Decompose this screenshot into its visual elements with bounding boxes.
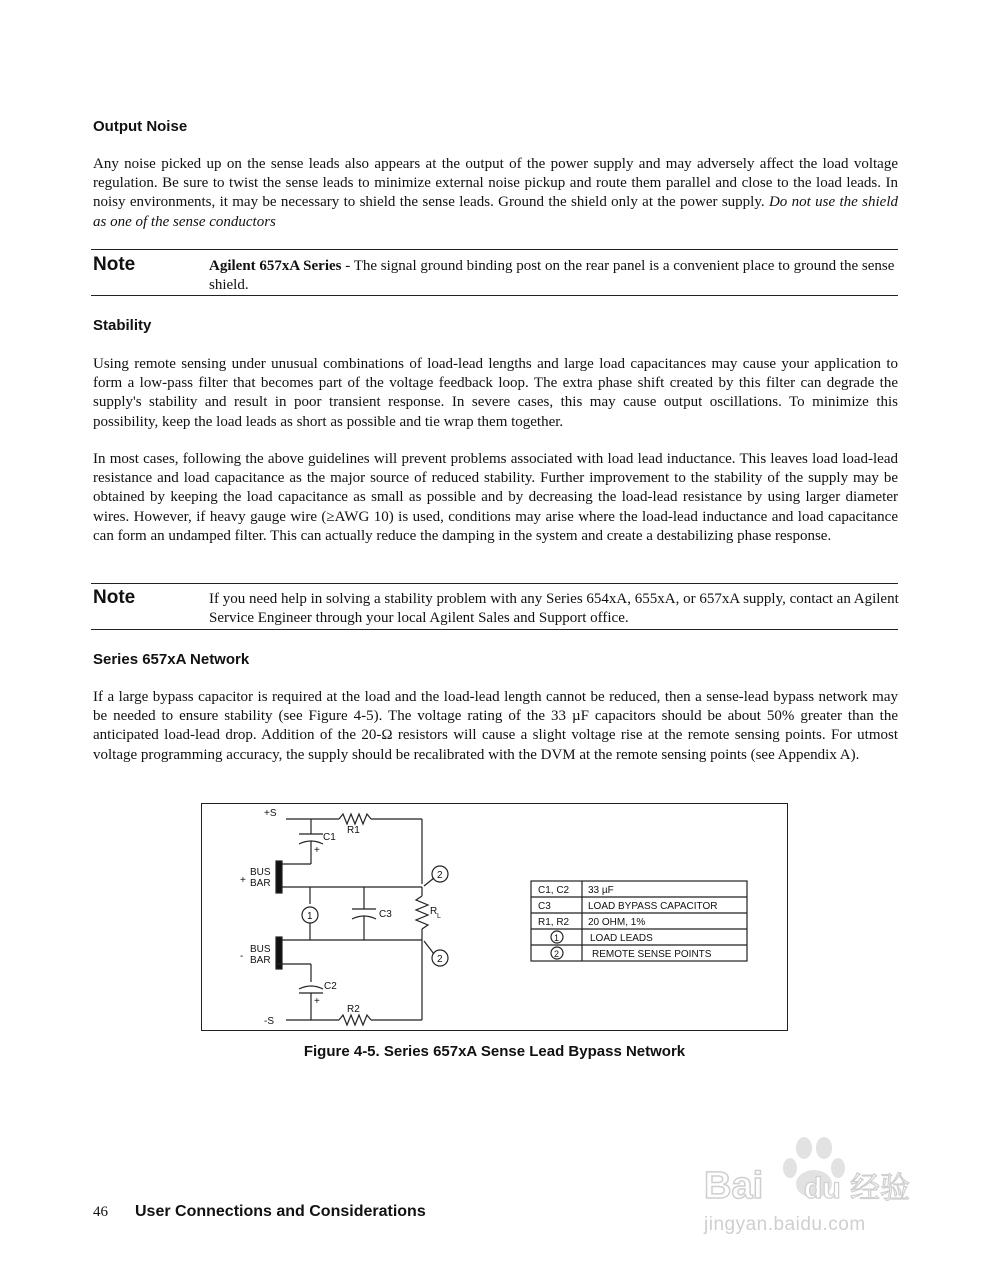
svg-text:du: du [804, 1172, 841, 1205]
legend-key-2: 2 [554, 949, 560, 959]
svg-text:Bai: Bai [704, 1165, 764, 1207]
legend-value-1: LOAD LEADS [590, 933, 653, 944]
note2-text: If you need help in solving a stability problem with any Series 654xA, 655xA, or 657xA supply, contact an Agilent Service Engineer through your local Agilent Sales and Support office. [209, 591, 899, 627]
resistor-r2-shape [339, 1015, 371, 1025]
label-c1: C1 [323, 832, 336, 843]
label-r1: R1 [347, 825, 360, 836]
label-marker-2-top: 2 [437, 870, 443, 881]
cap-c2-plate-top [299, 986, 323, 989]
note1-top-rule [91, 249, 898, 250]
note2-top-rule [91, 583, 898, 584]
note2-bottom-rule [91, 629, 898, 630]
legend-key-r1r2: R1, R2 [538, 917, 570, 928]
label-marker-2-bottom: 2 [437, 954, 443, 965]
legend-key-c3: C3 [538, 901, 551, 912]
label-rl: R [430, 906, 438, 917]
label-bar-bottom: BAR [250, 955, 271, 966]
legend-value-2: REMOTE SENSE POINTS [592, 949, 712, 960]
footer-title: User Connections and Considerations [135, 1203, 426, 1220]
paragraph-stability-2: In most cases, following the above guidelines will prevent problems associated with load lead inductance. This leaves load load-lead resistance and load capacitance as the major source of reduced stability. Further improvement to the stability of the supply may be obtained by keeping the load capacitance as small as possible and by decreasing the load-lead resistance by using larger diameter wires. However, if heavy gauge wire (≥AWG 10) is used, conditions may arise where the load-lead inductance and load capacitance can form an undamped filter. This can actually reduce the damping in the system and create a destabilizing phase response. [93, 451, 898, 544]
label-minus-bus: - [240, 951, 244, 962]
baidu-watermark-url: jingyan.baidu.com [704, 1214, 866, 1235]
note1-label: Note [93, 254, 136, 275]
bus-bar-top [276, 861, 282, 893]
legend-value-c1c2: 33 µF [588, 885, 614, 896]
note1-text [209, 257, 899, 295]
paragraph-stability-1: Using remote sensing under unusual combinations of load-lead lengths and large load capacitances may cause your application to form a low-pass filter that becomes part of the voltage feedback loop. The extra phase shift created by this filter can degrade the supply's stability and result in poor transient response. In severe cases, this may cause output oscillations. To minimize this possibility, keep the load leads as short as possible and tie wrap them together. [93, 356, 898, 430]
label-marker-1: 1 [307, 911, 313, 922]
label-c2-plus: + [314, 996, 320, 1007]
marker-2-bottom-pointer [424, 941, 434, 954]
note1-body: - The signal ground binding post on the rear panel is a convenient place to ground the sense shield. [209, 258, 895, 294]
legend-value-c3: LOAD BYPASS CAPACITOR [588, 901, 718, 912]
label-plus-s: +S [264, 808, 277, 819]
label-plus-bus: + [240, 875, 246, 886]
label-bus-top: BUS [250, 867, 271, 878]
figure-bypass-network [201, 803, 788, 1031]
label-bus-bottom: BUS [250, 944, 271, 955]
label-bar-top: BAR [250, 878, 271, 889]
svg-text:经验: 经验 [850, 1172, 910, 1205]
paragraph-network: If a large bypass capacitor is required at the load and the load-lead length cannot be reduced, then a sense-lead bypass network may be needed to ensure stability (see Figure 4-5). The voltage rating of the 33 µF capacitors should be about 50% greater than the anticipated load-lead drop. Addition of the 20-Ω resistors will cause a slight voltage rise at the remote sensing points. For utmost voltage programming accuracy, the supply should be recalibrated with the DVM at the remote sensing points (see Appendix A). [93, 689, 898, 763]
heading-output-noise: Output Noise [93, 118, 188, 135]
note1-bold: Agilent 657xA Series [209, 258, 342, 274]
figure-caption: Figure 4-5. Series 657xA Sense Lead Bypass Network [303, 1043, 686, 1060]
paragraph-output-noise-italic: Do not use the shield as one of the sense conductors [93, 194, 898, 230]
resistor-r1-shape [339, 814, 371, 824]
legend-key-1: 1 [554, 933, 560, 943]
page-number: 46 [93, 1204, 108, 1220]
paragraph-output-noise [93, 155, 898, 232]
label-r2: R2 [347, 1004, 360, 1015]
label-rl-sub: L [437, 913, 441, 920]
label-c3: C3 [379, 909, 392, 920]
legend-key-c1c2: C1, C2 [538, 885, 570, 896]
marker-2-top-pointer [424, 878, 434, 886]
note2-label: Note [93, 587, 136, 608]
resistor-rl-shape [416, 896, 428, 929]
note1-bottom-rule [91, 295, 898, 296]
paragraph-output-noise-text: Any noise picked up on the sense leads also appears at the output of the power supply and may adversely affect the load voltage regulation. Be sure to twist the sense leads to minimize external noise pickup and route them parallel and close to the load leads. In noisy environments, it may be necessary to shield the sense leads. Ground the shield only at the power supply. [93, 156, 898, 211]
label-c1-plus: + [314, 845, 320, 856]
legend-value-r1r2: 20 OHM, 1% [588, 917, 646, 928]
heading-network: Series 657xA Network [93, 651, 250, 668]
label-minus-s: -S [264, 1016, 274, 1027]
label-c2: C2 [324, 981, 337, 992]
heading-stability: Stability [93, 317, 152, 334]
schematic-diagram [202, 804, 789, 1032]
